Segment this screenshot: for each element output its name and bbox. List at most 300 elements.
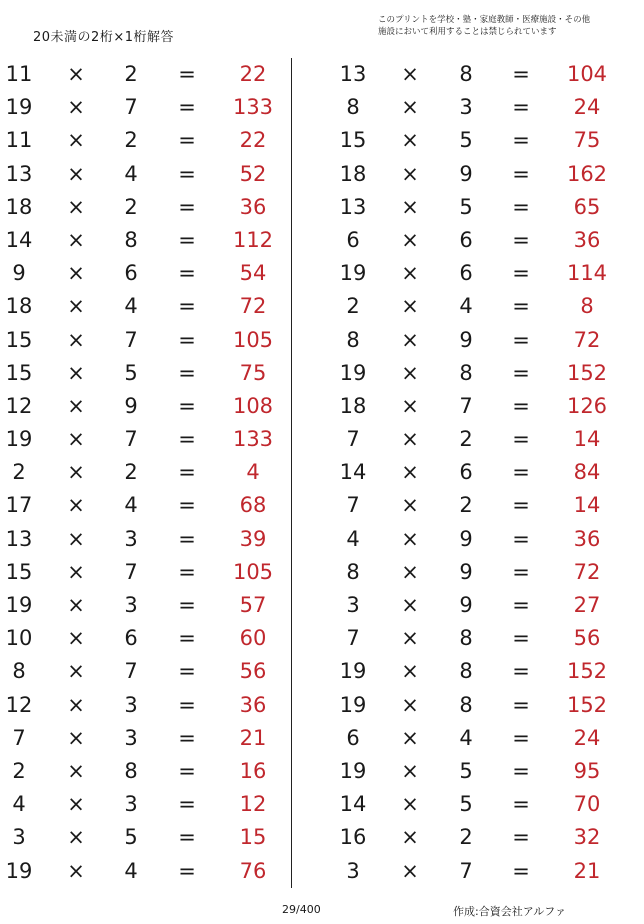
multiplier: 7 (459, 393, 473, 418)
problem-row (0, 755, 300, 788)
multiplicand: 19 (339, 360, 367, 385)
answer: 104 (566, 62, 608, 86)
equals-sign: = (178, 427, 196, 452)
equals-sign: = (178, 62, 196, 86)
times-sign: × (401, 626, 419, 651)
multiplicand: 3 (12, 825, 26, 850)
multiplicand: 4 (346, 526, 360, 551)
multiplier: 6 (459, 227, 473, 252)
problem-row (322, 423, 622, 456)
problem-row (322, 788, 622, 821)
times-sign: × (67, 593, 85, 617)
problem-row (0, 290, 300, 323)
answer: 95 (573, 758, 601, 783)
multiplier: 8 (459, 626, 473, 651)
answer: 39 (239, 526, 267, 551)
answer: 65 (573, 194, 601, 219)
problem-row (322, 722, 622, 755)
times-sign: × (401, 493, 419, 518)
right-problem-column (322, 58, 622, 888)
multiplier: 5 (124, 360, 138, 385)
times-sign: × (401, 559, 419, 584)
multiplier: 7 (124, 95, 138, 120)
multiplicand: 18 (339, 393, 367, 418)
multiplicand: 6 (346, 227, 360, 252)
problem-row (322, 589, 622, 622)
equals-sign: = (178, 261, 196, 286)
answer: 112 (232, 227, 274, 252)
multiplicand: 15 (5, 327, 33, 352)
equals-sign: = (178, 659, 196, 684)
multiplier: 3 (124, 526, 138, 551)
times-sign: × (67, 360, 85, 385)
times-sign: × (67, 261, 85, 286)
answer: 105 (232, 327, 274, 352)
times-sign: × (67, 758, 85, 783)
equals-sign: = (178, 692, 196, 717)
problem-row (0, 191, 300, 224)
multiplicand: 2 (12, 460, 26, 485)
multiplicand: 14 (339, 460, 367, 485)
multiplicand: 19 (5, 593, 33, 617)
equals-sign: = (512, 161, 530, 186)
problem-row (322, 224, 622, 257)
equals-sign: = (178, 460, 196, 485)
problem-row (322, 158, 622, 191)
times-sign: × (401, 526, 419, 551)
problem-row (322, 755, 622, 788)
multiplicand: 6 (346, 725, 360, 750)
multiplier: 9 (459, 526, 473, 551)
answer: 70 (573, 792, 601, 817)
multiplicand: 13 (5, 161, 33, 186)
multiplicand: 17 (5, 493, 33, 518)
times-sign: × (401, 460, 419, 485)
left-problem-column (0, 58, 300, 888)
equals-sign: = (512, 227, 530, 252)
times-sign: × (67, 626, 85, 651)
equals-sign: = (512, 294, 530, 319)
answer: 60 (239, 626, 267, 651)
multiplier: 6 (459, 261, 473, 286)
times-sign: × (67, 825, 85, 850)
times-sign: × (401, 360, 419, 385)
multiplicand: 4 (12, 792, 26, 817)
multiplicand: 7 (12, 725, 26, 750)
answer: 75 (239, 360, 267, 385)
equals-sign: = (512, 194, 530, 219)
multiplicand: 7 (346, 626, 360, 651)
multiplier: 8 (124, 758, 138, 783)
equals-sign: = (512, 792, 530, 817)
problem-row (322, 622, 622, 655)
multiplier: 8 (459, 62, 473, 86)
multiplier: 7 (124, 659, 138, 684)
usage-notice (378, 14, 628, 38)
answer: 14 (573, 493, 601, 518)
multiplicand: 19 (5, 95, 33, 120)
multiplicand: 8 (346, 95, 360, 120)
multiplicand: 15 (5, 559, 33, 584)
multiplicand: 8 (346, 559, 360, 584)
times-sign: × (67, 725, 85, 750)
equals-sign: = (178, 327, 196, 352)
problem-row (322, 124, 622, 157)
equals-sign: = (512, 62, 530, 86)
times-sign: × (67, 393, 85, 418)
problem-row (0, 855, 300, 888)
equals-sign: = (512, 327, 530, 352)
equals-sign: = (512, 825, 530, 850)
multiplicand: 18 (5, 294, 33, 319)
multiplier: 2 (459, 427, 473, 452)
times-sign: × (67, 294, 85, 319)
times-sign: × (401, 95, 419, 120)
problem-row (0, 489, 300, 522)
worksheet-title: 20未満の2桁×1桁解答 (33, 30, 174, 45)
multiplicand: 10 (5, 626, 33, 651)
equals-sign: = (512, 659, 530, 684)
times-sign: × (401, 858, 419, 883)
multiplicand: 7 (346, 427, 360, 452)
equals-sign: = (178, 393, 196, 418)
problem-row (322, 390, 622, 423)
multiplier: 2 (459, 825, 473, 850)
problem-row (0, 689, 300, 722)
equals-sign: = (178, 227, 196, 252)
problem-row (0, 589, 300, 622)
problem-row (0, 556, 300, 589)
multiplier: 2 (124, 62, 138, 86)
multiplicand: 15 (5, 360, 33, 385)
multiplicand: 2 (346, 294, 360, 319)
multiplier: 2 (124, 194, 138, 219)
problem-row (322, 489, 622, 522)
equals-sign: = (178, 626, 196, 651)
answer: 15 (239, 825, 267, 850)
equals-sign: = (178, 360, 196, 385)
problem-row (0, 821, 300, 854)
multiplier: 8 (459, 659, 473, 684)
answer: 57 (239, 593, 267, 617)
multiplicand: 11 (5, 62, 33, 86)
multiplier: 4 (124, 161, 138, 186)
problem-row (0, 224, 300, 257)
equals-sign: = (178, 161, 196, 186)
answer: 76 (239, 858, 267, 883)
answer: 8 (580, 294, 594, 319)
problem-row (0, 788, 300, 821)
equals-sign: = (178, 128, 196, 153)
multiplicand: 3 (346, 858, 360, 883)
times-sign: × (67, 128, 85, 153)
answer: 16 (239, 758, 267, 783)
problem-row (0, 423, 300, 456)
answer: 54 (239, 261, 267, 286)
answer: 72 (573, 559, 601, 584)
multiplicand: 3 (346, 593, 360, 617)
answer: 21 (239, 725, 267, 750)
page-number: 29/400 (282, 903, 321, 916)
problem-row (0, 58, 300, 91)
problem-row (322, 257, 622, 290)
equals-sign: = (178, 559, 196, 584)
answer: 152 (566, 360, 608, 385)
multiplicand: 7 (346, 493, 360, 518)
times-sign: × (67, 692, 85, 717)
multiplier: 3 (459, 95, 473, 120)
answer: 36 (239, 194, 267, 219)
multiplicand: 15 (339, 128, 367, 153)
times-sign: × (67, 792, 85, 817)
multiplier: 3 (124, 593, 138, 617)
multiplier: 5 (459, 758, 473, 783)
answer: 24 (573, 725, 601, 750)
equals-sign: = (512, 493, 530, 518)
multiplier: 6 (459, 460, 473, 485)
equals-sign: = (512, 128, 530, 153)
equals-sign: = (178, 758, 196, 783)
times-sign: × (401, 758, 419, 783)
multiplier: 4 (124, 493, 138, 518)
times-sign: × (67, 659, 85, 684)
equals-sign: = (512, 526, 530, 551)
times-sign: × (401, 194, 419, 219)
multiplier: 7 (459, 858, 473, 883)
multiplicand: 19 (5, 858, 33, 883)
equals-sign: = (512, 758, 530, 783)
equals-sign: = (178, 526, 196, 551)
answer: 75 (573, 128, 601, 153)
times-sign: × (401, 792, 419, 817)
times-sign: × (67, 194, 85, 219)
answer: 27 (573, 593, 601, 617)
answer: 105 (232, 559, 274, 584)
multiplier: 7 (124, 327, 138, 352)
problem-row (0, 456, 300, 489)
answer: 12 (239, 792, 267, 817)
answer: 56 (573, 626, 601, 651)
multiplier: 4 (124, 294, 138, 319)
problem-row (322, 523, 622, 556)
times-sign: × (67, 161, 85, 186)
equals-sign: = (178, 493, 196, 518)
multiplier: 8 (124, 227, 138, 252)
multiplier: 9 (459, 161, 473, 186)
times-sign: × (67, 858, 85, 883)
times-sign: × (401, 327, 419, 352)
equals-sign: = (512, 626, 530, 651)
equals-sign: = (512, 95, 530, 120)
problem-row (0, 722, 300, 755)
multiplier: 5 (459, 194, 473, 219)
multiplier: 4 (459, 725, 473, 750)
answer: 133 (232, 427, 274, 452)
answer: 52 (239, 161, 267, 186)
answer: 22 (239, 62, 267, 86)
answer: 72 (239, 294, 267, 319)
answer: 36 (239, 692, 267, 717)
author-credit: 作成:合資会社アルファ (453, 905, 567, 918)
answer: 114 (566, 261, 608, 286)
answer: 24 (573, 95, 601, 120)
equals-sign: = (512, 261, 530, 286)
problem-row (0, 158, 300, 191)
answer: 126 (566, 393, 608, 418)
problem-row (322, 357, 622, 390)
problem-row (322, 290, 622, 323)
times-sign: × (67, 493, 85, 518)
problem-row (322, 456, 622, 489)
answer: 22 (239, 128, 267, 153)
problem-row (0, 324, 300, 357)
times-sign: × (401, 294, 419, 319)
multiplier: 7 (124, 427, 138, 452)
problem-row (322, 58, 622, 91)
multiplicand: 19 (339, 758, 367, 783)
multiplier: 8 (459, 692, 473, 717)
equals-sign: = (178, 725, 196, 750)
multiplier: 6 (124, 626, 138, 651)
problem-row (322, 689, 622, 722)
multiplier: 3 (124, 792, 138, 817)
times-sign: × (67, 427, 85, 452)
problem-row (0, 91, 300, 124)
multiplier: 7 (124, 559, 138, 584)
multiplicand: 12 (5, 692, 33, 717)
problem-row (0, 390, 300, 423)
times-sign: × (67, 327, 85, 352)
times-sign: × (67, 526, 85, 551)
times-sign: × (401, 128, 419, 153)
problem-row (322, 324, 622, 357)
times-sign: × (401, 261, 419, 286)
times-sign: × (401, 659, 419, 684)
equals-sign: = (512, 559, 530, 584)
multiplicand: 13 (5, 526, 33, 551)
answer: 32 (573, 825, 601, 850)
multiplicand: 12 (5, 393, 33, 418)
times-sign: × (401, 227, 419, 252)
equals-sign: = (512, 692, 530, 717)
times-sign: × (401, 692, 419, 717)
equals-sign: = (512, 725, 530, 750)
problem-row (322, 556, 622, 589)
problem-row (322, 655, 622, 688)
multiplicand: 2 (12, 758, 26, 783)
multiplier: 8 (459, 360, 473, 385)
problem-row (322, 91, 622, 124)
problem-row (0, 655, 300, 688)
times-sign: × (401, 725, 419, 750)
multiplicand: 14 (5, 227, 33, 252)
multiplicand: 13 (339, 194, 367, 219)
multiplicand: 18 (5, 194, 33, 219)
times-sign: × (401, 393, 419, 418)
multiplier: 2 (124, 460, 138, 485)
multiplier: 5 (124, 825, 138, 850)
times-sign: × (401, 427, 419, 452)
times-sign: × (401, 62, 419, 86)
multiplicand: 19 (339, 261, 367, 286)
multiplier: 2 (459, 493, 473, 518)
times-sign: × (67, 62, 85, 86)
answer: 4 (246, 460, 260, 485)
answer: 68 (239, 493, 267, 518)
multiplicand: 11 (5, 128, 33, 153)
equals-sign: = (512, 393, 530, 418)
problem-row (0, 357, 300, 390)
equals-sign: = (178, 825, 196, 850)
multiplicand: 14 (339, 792, 367, 817)
answer: 133 (232, 95, 274, 120)
times-sign: × (401, 593, 419, 617)
multiplier: 3 (124, 692, 138, 717)
times-sign: × (67, 460, 85, 485)
answer: 56 (239, 659, 267, 684)
answer: 84 (573, 460, 601, 485)
problem-row (0, 523, 300, 556)
problem-row (322, 191, 622, 224)
multiplicand: 19 (339, 692, 367, 717)
times-sign: × (67, 227, 85, 252)
problem-row (0, 124, 300, 157)
multiplicand: 9 (12, 261, 26, 286)
multiplicand: 16 (339, 825, 367, 850)
multiplier: 9 (459, 559, 473, 584)
problem-row (322, 821, 622, 854)
answer: 152 (566, 692, 608, 717)
multiplier: 4 (459, 294, 473, 319)
equals-sign: = (512, 427, 530, 452)
answer: 162 (566, 161, 608, 186)
equals-sign: = (512, 858, 530, 883)
multiplier: 9 (459, 593, 473, 617)
multiplier: 4 (124, 858, 138, 883)
multiplier: 5 (459, 792, 473, 817)
equals-sign: = (178, 95, 196, 120)
multiplicand: 8 (12, 659, 26, 684)
times-sign: × (401, 825, 419, 850)
equals-sign: = (178, 294, 196, 319)
equals-sign: = (178, 593, 196, 617)
multiplicand: 13 (339, 62, 367, 86)
usage-notice-line2: 施設において利用することは禁じられています (378, 27, 557, 37)
multiplicand: 19 (339, 659, 367, 684)
equals-sign: = (178, 858, 196, 883)
multiplicand: 19 (5, 427, 33, 452)
answer: 152 (566, 659, 608, 684)
equals-sign: = (512, 460, 530, 485)
usage-notice-line1: このプリントを学校・塾・家庭教師・医療施設・その他 (378, 15, 591, 25)
times-sign: × (401, 161, 419, 186)
multiplicand: 18 (339, 161, 367, 186)
multiplier: 2 (124, 128, 138, 153)
equals-sign: = (178, 792, 196, 817)
equals-sign: = (178, 194, 196, 219)
multiplicand: 8 (346, 327, 360, 352)
problem-row (0, 257, 300, 290)
multiplier: 3 (124, 725, 138, 750)
answer: 36 (573, 227, 601, 252)
equals-sign: = (512, 593, 530, 617)
times-sign: × (67, 559, 85, 584)
multiplier: 6 (124, 261, 138, 286)
answer: 36 (573, 526, 601, 551)
multiplier: 9 (459, 327, 473, 352)
times-sign: × (67, 95, 85, 120)
answer: 21 (573, 858, 601, 883)
